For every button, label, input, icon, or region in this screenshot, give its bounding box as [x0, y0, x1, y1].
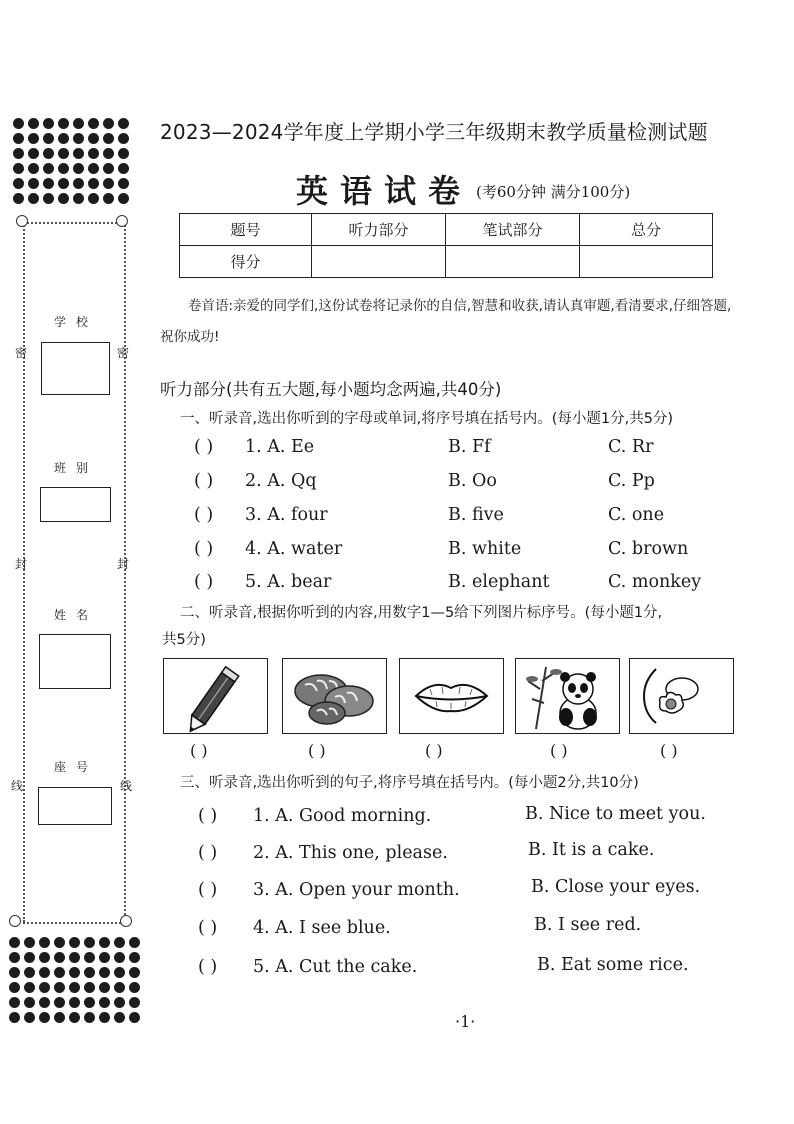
part1-option-b: B. elephant [448, 572, 550, 592]
bread-picture [282, 658, 387, 734]
binding-dot [24, 997, 35, 1008]
binding-dot [43, 118, 54, 129]
binding-dot [9, 952, 20, 963]
binding-dot [114, 967, 125, 978]
part3-option-a: 3. A. Open your month. [253, 880, 460, 900]
binding-dot [24, 967, 35, 978]
binding-dot [129, 982, 140, 993]
binding-dot [73, 193, 84, 204]
part2-answer-paren[interactable]: ( ) [550, 741, 568, 760]
binding-dot [118, 118, 129, 129]
binding-dot [28, 163, 39, 174]
part2-answer-paren[interactable]: ( ) [308, 741, 326, 760]
binding-dot [43, 193, 54, 204]
binding-dot [13, 178, 24, 189]
part1-instruction: 一、听录音,选出你听到的字母或单词,将序号填在括号内。(每小题1分,共5分) [180, 411, 674, 427]
class-label: 班别 [54, 461, 99, 475]
part3-answer-paren[interactable]: ( ) [198, 918, 218, 938]
part1-option-c: C. Pp [608, 471, 655, 491]
binding-dot [54, 982, 65, 993]
part3-answer-paren[interactable]: ( ) [198, 880, 218, 900]
score-table-header: 题号 [180, 214, 312, 246]
exam-title: 2023—2024学年度上学期小学三年级期末教学质量检测试题 [160, 120, 708, 144]
binding-dot [84, 952, 95, 963]
binding-dot [103, 118, 114, 129]
binding-dot [99, 1012, 110, 1023]
binding-dot [13, 148, 24, 159]
binding-dot [84, 1012, 95, 1023]
panda-icon [516, 659, 619, 733]
binding-dot [54, 937, 65, 948]
binding-dot [99, 967, 110, 978]
part1-option-b: B. Ff [448, 437, 491, 457]
part3-option-a: 5. A. Cut the cake. [253, 957, 418, 977]
seal-char: 密 [15, 346, 28, 360]
binding-dot [43, 163, 54, 174]
total-score-cell[interactable] [580, 246, 713, 278]
binding-dot [58, 163, 69, 174]
part2-answer-paren[interactable]: ( ) [660, 741, 678, 760]
score-table-header: 听力部分 [312, 214, 446, 246]
binding-dot [99, 982, 110, 993]
binding-dot [58, 178, 69, 189]
name-field[interactable] [39, 634, 111, 689]
subject-title: 英语试卷 [296, 172, 473, 210]
seal-char: 线 [11, 779, 24, 793]
part1-option-b: B. five [448, 505, 504, 525]
part1-option-a: 5. A. bear [245, 572, 332, 592]
part1-answer-paren[interactable]: ( ) [194, 471, 214, 491]
part1-option-a: 2. A. Qq [245, 471, 317, 491]
binding-dot [13, 163, 24, 174]
binding-dot [58, 193, 69, 204]
binding-dot [84, 982, 95, 993]
pencil-icon [164, 659, 267, 733]
binding-dot [69, 1012, 80, 1023]
binding-dot [84, 937, 95, 948]
binding-dot [39, 1012, 50, 1023]
part1-option-c: C. monkey [608, 572, 702, 592]
binding-dot [69, 982, 80, 993]
binding-dot [69, 937, 80, 948]
binding-dot [28, 193, 39, 204]
school-label: 学校 [54, 315, 99, 329]
part1-answer-paren[interactable]: ( ) [194, 539, 214, 559]
binding-dot [114, 982, 125, 993]
score-table-score-row [180, 246, 713, 278]
binding-dot [88, 193, 99, 204]
part3-option-b: B. It is a cake. [528, 840, 655, 860]
binding-dot [9, 982, 20, 993]
part2-answer-paren[interactable]: ( ) [190, 741, 208, 760]
written-score-cell[interactable] [446, 246, 580, 278]
binding-dot [99, 937, 110, 948]
pencil-picture [163, 658, 268, 734]
seat-field[interactable] [38, 787, 112, 825]
score-table-header-row [180, 214, 713, 246]
binding-dot [13, 133, 24, 144]
binding-dot [54, 1012, 65, 1023]
binding-dot [88, 148, 99, 159]
binding-dot [129, 937, 140, 948]
part3-option-b: B. Nice to meet you. [525, 804, 706, 824]
part3-answer-paren[interactable]: ( ) [198, 843, 218, 863]
binding-dot [129, 967, 140, 978]
score-row-label: 得分 [180, 246, 312, 278]
name-label: 姓名 [54, 608, 99, 622]
binding-dot [9, 997, 20, 1008]
seal-char: 密 [117, 346, 130, 360]
binding-dot [88, 118, 99, 129]
binding-dot [103, 133, 114, 144]
binding-dot [118, 133, 129, 144]
binding-ring [116, 215, 128, 227]
binding-dot [24, 952, 35, 963]
binding-dot [114, 937, 125, 948]
binding-ring [16, 215, 28, 227]
part1-option-b: B. white [448, 539, 522, 559]
binding-dot [118, 193, 129, 204]
binding-dot [54, 967, 65, 978]
part1-option-c: C. brown [608, 539, 689, 559]
binding-dot [28, 148, 39, 159]
seat-label: 座号 [54, 760, 99, 774]
binding-dot [69, 997, 80, 1008]
part1-option-b: B. Oo [448, 471, 497, 491]
binding-line-top [23, 222, 125, 224]
part1-answer-paren[interactable]: ( ) [194, 572, 214, 592]
binding-dot [73, 148, 84, 159]
part1-answer-paren[interactable]: ( ) [194, 437, 214, 457]
binding-line-right [124, 222, 126, 922]
binding-dot [43, 133, 54, 144]
part3-answer-paren[interactable]: ( ) [198, 806, 218, 826]
binding-dot [84, 967, 95, 978]
intro-paragraph: 卷首语:亲爱的同学们,这份试卷将记录你的自信,智慧和收获,请认真审题,看清要求,仔细答题,祝你成功! [160, 298, 732, 345]
binding-dot [58, 148, 69, 159]
page-number: ·1· [455, 1012, 476, 1031]
binding-dot [73, 133, 84, 144]
part2-answer-paren[interactable]: ( ) [425, 741, 443, 760]
binding-line-bottom [23, 922, 125, 924]
binding-dot [28, 133, 39, 144]
binding-dot [39, 982, 50, 993]
binding-dot [24, 937, 35, 948]
binding-dot [9, 1012, 20, 1023]
binding-ring [9, 915, 21, 927]
part2-instruction-cont: 共5分) [162, 632, 206, 648]
binding-dot [39, 952, 50, 963]
binding-dot [58, 133, 69, 144]
seal-char: 封 [117, 557, 130, 571]
mouth-picture [399, 658, 504, 734]
binding-dot [54, 997, 65, 1008]
binding-dot [118, 148, 129, 159]
binding-dot [54, 952, 65, 963]
binding-dot [129, 1012, 140, 1023]
seal-char: 封 [15, 557, 28, 571]
binding-dot [103, 193, 114, 204]
part3-option-b: B. I see red. [534, 915, 642, 935]
listening-heading: 听力部分(共有五大题,每小题均念两遍,共40分) [160, 380, 502, 399]
part3-option-a: 2. A. This one, please. [253, 843, 448, 863]
binding-dot [88, 178, 99, 189]
bread-icon [283, 659, 386, 733]
binding-dot [43, 178, 54, 189]
binding-dots-top [13, 118, 133, 208]
panda-picture [515, 658, 620, 734]
binding-dot [118, 178, 129, 189]
binding-dot [88, 163, 99, 174]
part3-instruction: 三、听录音,选出你听到的句子,将序号填在括号内。(每小题2分,共10分) [180, 775, 639, 791]
part1-option-c: C. Rr [608, 437, 654, 457]
binding-dot [69, 952, 80, 963]
binding-dot [69, 967, 80, 978]
binding-dot [9, 937, 20, 948]
binding-dot [114, 997, 125, 1008]
binding-dot [13, 118, 24, 129]
part1-option-a: 3. A. four [245, 505, 328, 525]
binding-dot [28, 178, 39, 189]
part1-option-c: C. one [608, 505, 665, 525]
exam-duration-note: (考60分钟 满分100分) [476, 183, 631, 201]
class-field[interactable] [40, 487, 111, 522]
part1-option-a: 4. A. water [245, 539, 343, 559]
binding-dots-bottom [9, 937, 144, 1027]
binding-dot [73, 178, 84, 189]
binding-dot [99, 952, 110, 963]
binding-dot [73, 163, 84, 174]
part1-option-a: 1. A. Ee [245, 437, 315, 457]
binding-line-left [23, 222, 25, 922]
part2-instruction: 二、听录音,根据你听到的内容,用数字1—5给下列图片标序号。(每小题1分, [180, 605, 663, 621]
binding-dot [118, 163, 129, 174]
binding-dot [73, 118, 84, 129]
binding-dot [28, 118, 39, 129]
binding-dot [84, 997, 95, 1008]
egg-picture [629, 658, 734, 734]
part1-answer-paren[interactable]: ( ) [194, 505, 214, 525]
binding-dot [39, 997, 50, 1008]
binding-dot [24, 982, 35, 993]
part3-option-a: 4. A. I see blue. [253, 918, 391, 938]
score-table [179, 213, 713, 278]
binding-dot [88, 133, 99, 144]
binding-dot [114, 1012, 125, 1023]
score-table-header: 总分 [580, 214, 713, 246]
seal-char: 线 [120, 779, 133, 793]
egg-icon [630, 659, 733, 733]
binding-dot [13, 193, 24, 204]
part3-option-b: B. Eat some rice. [537, 955, 689, 975]
school-field[interactable] [41, 342, 110, 395]
binding-dot [129, 952, 140, 963]
binding-dot [39, 937, 50, 948]
binding-dot [9, 967, 20, 978]
part3-answer-paren[interactable]: ( ) [198, 957, 218, 977]
part3-option-b: B. Close your eyes. [531, 877, 701, 897]
score-table-header: 笔试部分 [446, 214, 580, 246]
binding-dot [103, 163, 114, 174]
binding-dot [114, 952, 125, 963]
binding-dot [103, 148, 114, 159]
binding-ring [120, 915, 132, 927]
binding-dot [129, 997, 140, 1008]
binding-dot [39, 967, 50, 978]
binding-dot [24, 1012, 35, 1023]
binding-dot [43, 148, 54, 159]
binding-dot [58, 118, 69, 129]
binding-dot [103, 178, 114, 189]
listening-score-cell[interactable] [312, 246, 446, 278]
binding-dot [99, 997, 110, 1008]
part3-option-a: 1. A. Good morning. [253, 806, 432, 826]
mouth-icon [400, 659, 503, 733]
